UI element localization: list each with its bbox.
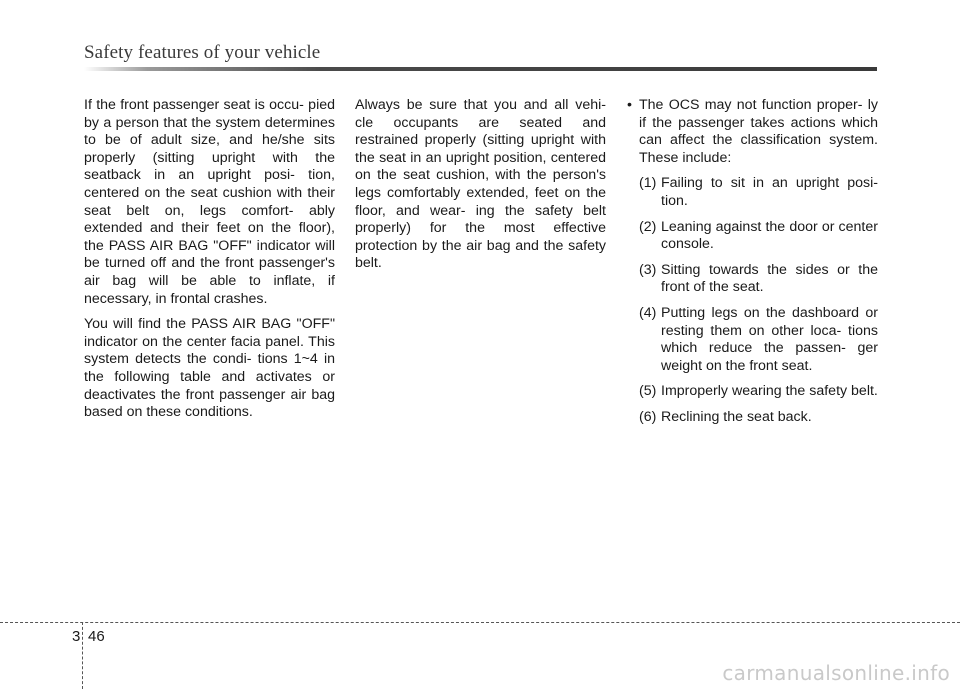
- list-item-number: (1): [639, 175, 657, 192]
- header-rule: [84, 67, 877, 71]
- list-item-text: Reclining the seat back.: [661, 408, 812, 425]
- bullet-text: The OCS may not function proper- ly if the passenger takes actions which can affect the classification system. These include:: [639, 97, 878, 166]
- list-item: [639, 383, 878, 401]
- list-item: [639, 219, 878, 254]
- list-item-number: (6): [639, 408, 657, 425]
- list-item-number: (3): [639, 261, 657, 278]
- list-item-number: (2): [639, 218, 657, 235]
- list-item: [639, 175, 878, 210]
- list-item-text: Sitting towards the sides or the front of the seat.: [661, 261, 878, 296]
- text-column-2: [355, 97, 606, 281]
- footer-divider: [82, 622, 83, 689]
- list-item-text: Improperly wearing the safety belt.: [661, 383, 878, 400]
- page-header-title: Safety features of your vehicle: [84, 42, 321, 63]
- bullet-item: [627, 97, 878, 167]
- list-item-text: Leaning against the door or center console.: [661, 218, 878, 253]
- list-item-text: Putting legs on the dashboard or resting them on other loca- tions which reduce the passen- ger weight on the front seat.: [661, 304, 878, 374]
- list-item-number: (5): [639, 383, 657, 400]
- page-number: 46: [88, 628, 105, 645]
- list-item: [639, 409, 878, 427]
- footer-rule: [0, 622, 960, 623]
- chapter-number: 3: [72, 628, 81, 645]
- paragraph: You will find the PASS AIR BAG "OFF" indicator on the center facia panel. This system detects the condi- tions 1~4 in the following table and activates or deactivates the front passenger air bag based on these conditions.: [84, 316, 335, 421]
- paragraph: Always be sure that you and all vehi- cle occupants are seated and restrained properly (sitting upright with the seat in an upright position, centered on the seat cushion, with the person's legs comfortably extended, feet on the floor, and wear- ing the safety belt properly) for the most effective protection by the air bag and the safety belt.: [355, 97, 606, 272]
- bullet-marker: •: [627, 97, 632, 113]
- paragraph: If the front passenger seat is occu- pied by a person that the system determines to be of adult size, and he/she sits properly (sitting upright with the seatback in an upright posi- tion, centered on the seat cushion with their seat belt on, legs comfort- ably extended and their feet on the floor), the PASS AIR BAG "OFF" indicator will be turned off and the front passenger's air bag will be able to inflate, if necessary, in frontal crashes.: [84, 97, 335, 307]
- watermark: carmanualsonline.info: [722, 661, 950, 685]
- list-item-number: (4): [639, 304, 657, 321]
- text-column-3: [627, 97, 878, 435]
- text-column-1: [84, 97, 335, 430]
- condition-list: [627, 175, 878, 426]
- list-item-text: Failing to sit in an upright posi- tion.: [661, 175, 878, 209]
- list-item: [639, 305, 878, 375]
- list-item: [639, 262, 878, 297]
